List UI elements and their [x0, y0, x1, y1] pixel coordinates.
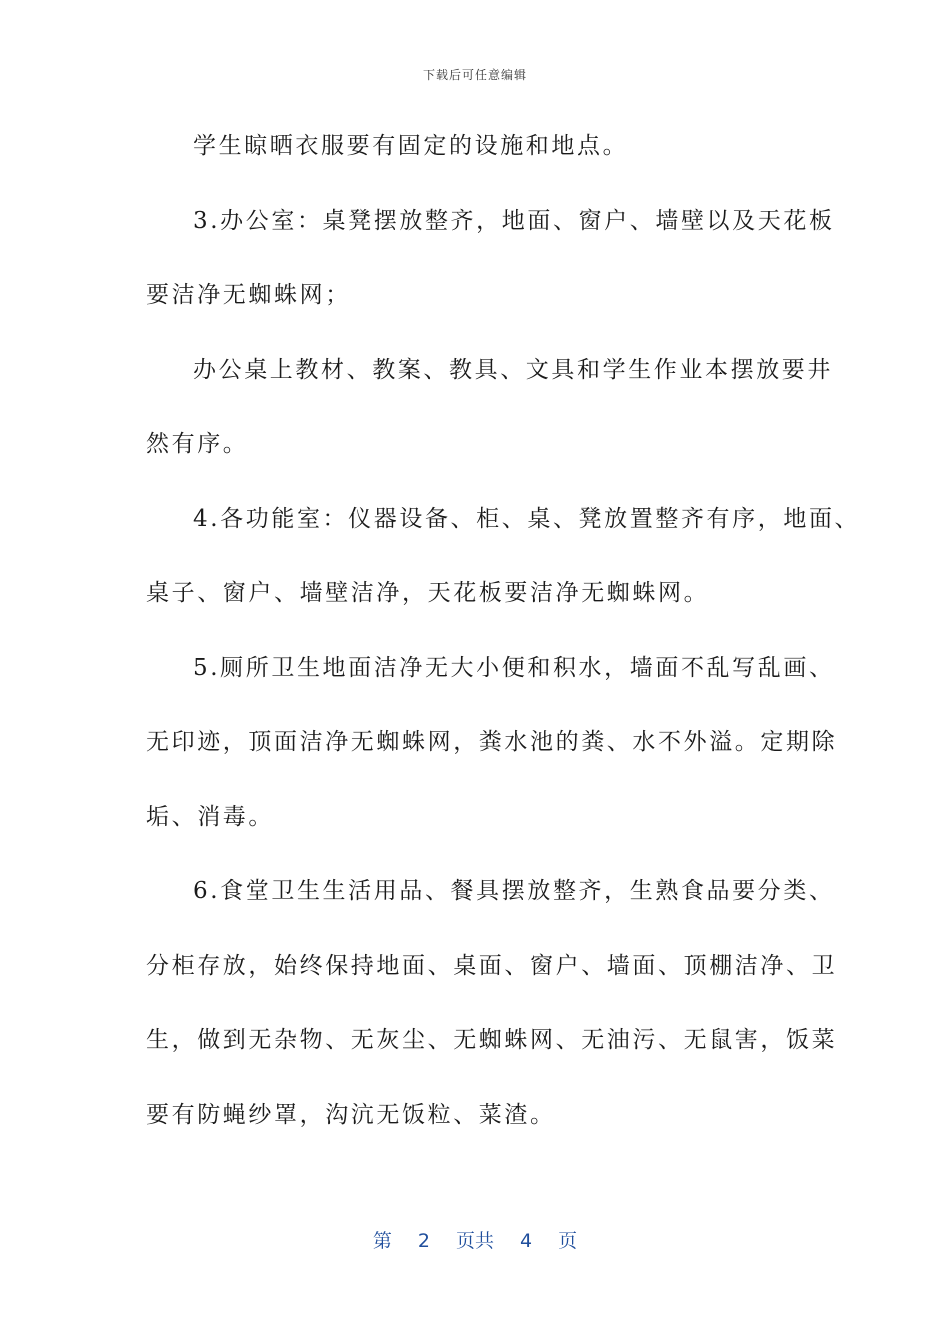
- paragraph-line: 3.办公室：桌凳摆放整齐，地面、窗户、墙壁以及天花板: [193, 207, 835, 234]
- paragraph-line: 要洁净无蜘蛛网；: [146, 282, 351, 308]
- paragraph-line: 4.各功能室：仪器设备、柜、桌、凳放置整齐有序，地面、: [193, 505, 861, 532]
- page-number-footer: [0, 1226, 950, 1253]
- paragraph-line: 桌子、窗户、墙壁洁净，天花板要洁净无蜘蛛网。: [146, 580, 710, 606]
- footer-prefix: 第: [372, 1230, 392, 1252]
- paragraph-line: 生，做到无杂物、无灰尘、无蜘蛛网、无油污、无鼠害，饭菜: [146, 1027, 838, 1053]
- body-text: [146, 126, 861, 1169]
- paragraph-line: 办公桌上教材、教案、教具、文具和学生作业本摆放要井: [193, 356, 833, 383]
- paragraph-line: 要有防蝇纱罩，沟沆无饭粒、菜渣。: [146, 1101, 556, 1128]
- footer-current-page: 2: [417, 1230, 430, 1252]
- paragraph-line: 学生晾晒衣服要有固定的设施和地点。: [193, 133, 629, 159]
- paragraph-line: 垢、消毒。: [146, 803, 274, 830]
- paragraph-line: 6.食堂卫生生活用品、餐具摆放整齐，生熟食品要分类、: [193, 878, 835, 904]
- paragraph-line: 分柜存放，始终保持地面、桌面、窗户、墙面、顶棚洁净、卫: [146, 952, 838, 979]
- footer-middle: 页共: [455, 1230, 494, 1252]
- footer-total-pages: 4: [520, 1230, 533, 1252]
- paragraph-line: 然有序。: [146, 431, 249, 457]
- footer-suffix: 页: [558, 1230, 578, 1252]
- header-note: 下载后可任意编辑: [422, 68, 527, 82]
- paragraph-line: 5.厕所卫生地面洁净无大小便和积水，墙面不乱写乱画、: [193, 654, 835, 681]
- paragraph-line: 无印迹，顶面洁净无蜘蛛网，粪水池的粪、水不外溢。定期除: [146, 729, 838, 755]
